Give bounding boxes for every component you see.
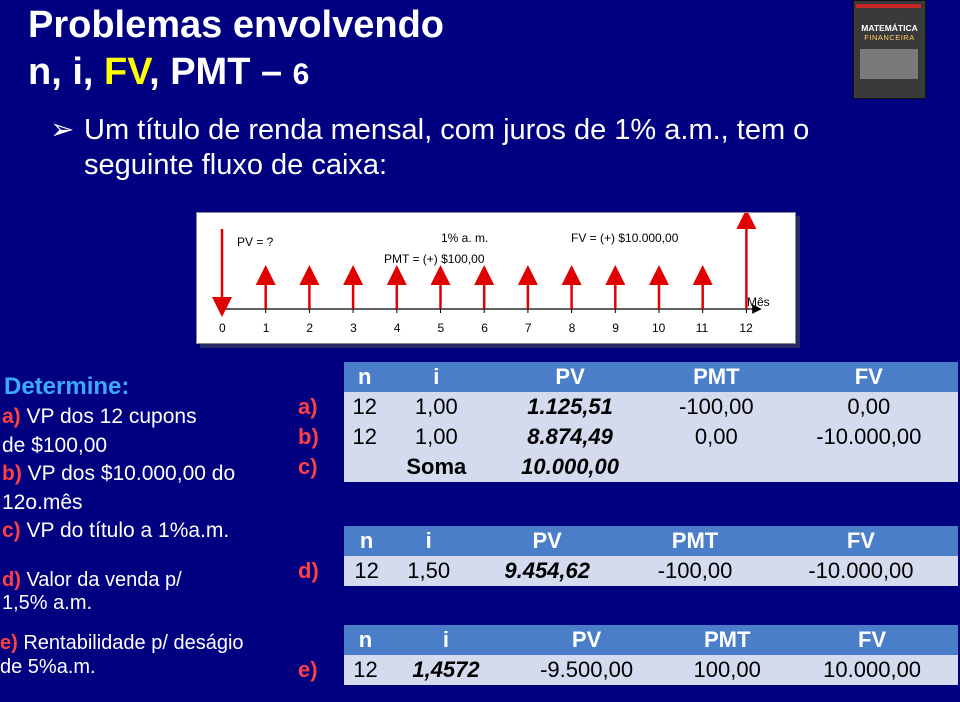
- cell-n: 12: [344, 392, 386, 422]
- cell-fv: 0,00: [780, 392, 958, 422]
- header-fv: FV: [786, 625, 958, 655]
- question-letter: a): [2, 405, 21, 428]
- book-subtitle: FINANCEIRA: [864, 33, 915, 42]
- title-number: 6: [292, 58, 310, 91]
- cell-pv: 9.454,62: [468, 556, 626, 586]
- cell-pv: 1.125,51: [487, 392, 653, 422]
- row-label: e): [296, 655, 344, 685]
- determine-heading: Determine:: [4, 373, 130, 400]
- cell-pv: 8.874,49: [487, 422, 653, 452]
- cell-i: 1,4572: [387, 655, 505, 685]
- question-text: 12o.mês: [2, 491, 83, 514]
- month-label: 9: [612, 321, 619, 335]
- question-line: [2, 403, 197, 430]
- cell-i: 1,00: [386, 392, 488, 422]
- header-n: n: [344, 526, 389, 556]
- question-line: [0, 654, 96, 681]
- table-corner: [296, 362, 344, 392]
- title-part: n, i,: [28, 51, 104, 93]
- table-corner: [296, 526, 344, 556]
- title-part: , PMT –: [149, 51, 293, 93]
- table-row: [296, 556, 958, 586]
- question-line: [2, 590, 92, 617]
- calc-table-d: [296, 526, 958, 586]
- row-label: a): [296, 392, 344, 422]
- cell-n: 12: [344, 422, 386, 452]
- month-label: 1: [262, 321, 270, 335]
- table-row: [296, 655, 958, 685]
- month-label: 11: [695, 321, 709, 335]
- title-fv: FV: [104, 51, 150, 93]
- month-label: 6: [481, 321, 488, 335]
- question-letter: c): [2, 519, 21, 542]
- header-pmt: PMT: [626, 526, 764, 556]
- cell-pmt: -100,00: [626, 556, 764, 586]
- header-n: n: [344, 625, 387, 655]
- question-letter: e): [0, 632, 18, 654]
- axis-label: Mês: [747, 295, 770, 309]
- rate-label: 1% a. m.: [441, 231, 489, 245]
- cell-fv: -10.000,00: [780, 422, 958, 452]
- table-corner: [296, 625, 344, 655]
- header-fv: FV: [764, 526, 958, 556]
- month-label: 8: [568, 321, 576, 335]
- header-fv: FV: [780, 362, 958, 392]
- cell-n: 12: [344, 655, 387, 685]
- question-text: de 5%a.m.: [0, 656, 96, 678]
- book-title: MATEMÁTICA: [861, 23, 918, 33]
- cell-n: 12: [344, 556, 389, 586]
- cell-n: [344, 452, 386, 482]
- header-i: i: [387, 625, 505, 655]
- header-pv: PV: [505, 625, 668, 655]
- month-label: 7: [524, 321, 532, 335]
- book-cover-picture: [860, 49, 918, 79]
- month-label: 4: [393, 321, 401, 335]
- title-line-2: [28, 49, 444, 98]
- month-label: 10: [652, 321, 666, 335]
- question-text: Valor da venda p/: [20, 569, 182, 591]
- book-cover-stripe: [856, 4, 921, 8]
- row-label: d): [296, 556, 344, 586]
- cell-fv: [780, 452, 958, 482]
- question-line: [2, 432, 107, 459]
- question-letter: b): [2, 462, 22, 485]
- question-text: de $100,00: [2, 434, 108, 457]
- cell-fv: 10.000,00: [786, 655, 958, 685]
- calc-table-e: [296, 625, 958, 685]
- cell-pmt: [653, 452, 780, 482]
- month-label: 12: [739, 321, 753, 335]
- table-header-row: [296, 625, 958, 655]
- row-label: c): [296, 452, 344, 482]
- cell-pmt: -100,00: [653, 392, 780, 422]
- question-text: VP dos 12 cupons: [20, 405, 197, 428]
- question-text: VP dos $10.000,00 do: [21, 462, 236, 485]
- header-pv: PV: [487, 362, 653, 392]
- question-line: [2, 517, 229, 544]
- cell-pv: 10.000,00: [487, 452, 653, 482]
- cell-i: Soma: [386, 452, 488, 482]
- cell-fv: -10.000,00: [764, 556, 958, 586]
- cell-i: 1,50: [389, 556, 468, 586]
- cell-i: 1,00: [386, 422, 488, 452]
- cell-pmt: 100,00: [668, 655, 786, 685]
- arrow-bullet-icon: ➢: [50, 114, 75, 146]
- month-label: 3: [350, 321, 357, 335]
- table-header-row: [296, 526, 958, 556]
- table-row: [296, 422, 958, 452]
- month-label: 2: [306, 321, 314, 335]
- bullet-text: Um título de renda mensal, com juros de 1% a.m., tem o seguinte fluxo de caixa:: [84, 114, 810, 181]
- header-pmt: PMT: [668, 625, 786, 655]
- header-pv: PV: [468, 526, 626, 556]
- row-label: b): [296, 422, 344, 452]
- cell-pmt: 0,00: [653, 422, 780, 452]
- calc-table-abc: [296, 362, 958, 482]
- book-cover-image: [853, 0, 926, 99]
- question-text: Rentabilidade p/ deságio: [17, 632, 244, 654]
- fv-label: FV = (+) $10.000,00: [571, 231, 679, 245]
- title-line-1: Problemas envolvendo: [28, 4, 445, 46]
- pv-label: PV = ?: [237, 235, 274, 249]
- question-text: 1,5% a.m.: [2, 592, 93, 614]
- question-line: [2, 460, 235, 487]
- slide-title: [28, 2, 444, 98]
- header-n: n: [344, 362, 386, 392]
- header-i: i: [389, 526, 468, 556]
- month-label: 5: [437, 321, 445, 335]
- question-letter: d): [2, 569, 21, 591]
- question-text: VP do título a 1%a.m.: [20, 519, 230, 542]
- question-line: [0, 630, 244, 657]
- table-row: [296, 452, 958, 482]
- header-pmt: PMT: [653, 362, 780, 392]
- table-header-row: [296, 362, 958, 392]
- cell-pv: -9.500,00: [505, 655, 668, 685]
- table-row: [296, 392, 958, 422]
- pmt-label: PMT = (+) $100,00: [384, 252, 485, 266]
- question-line: [2, 489, 83, 516]
- cash-flow-diagram: [196, 212, 796, 344]
- header-i: i: [386, 362, 488, 392]
- month-label: 0: [219, 321, 226, 335]
